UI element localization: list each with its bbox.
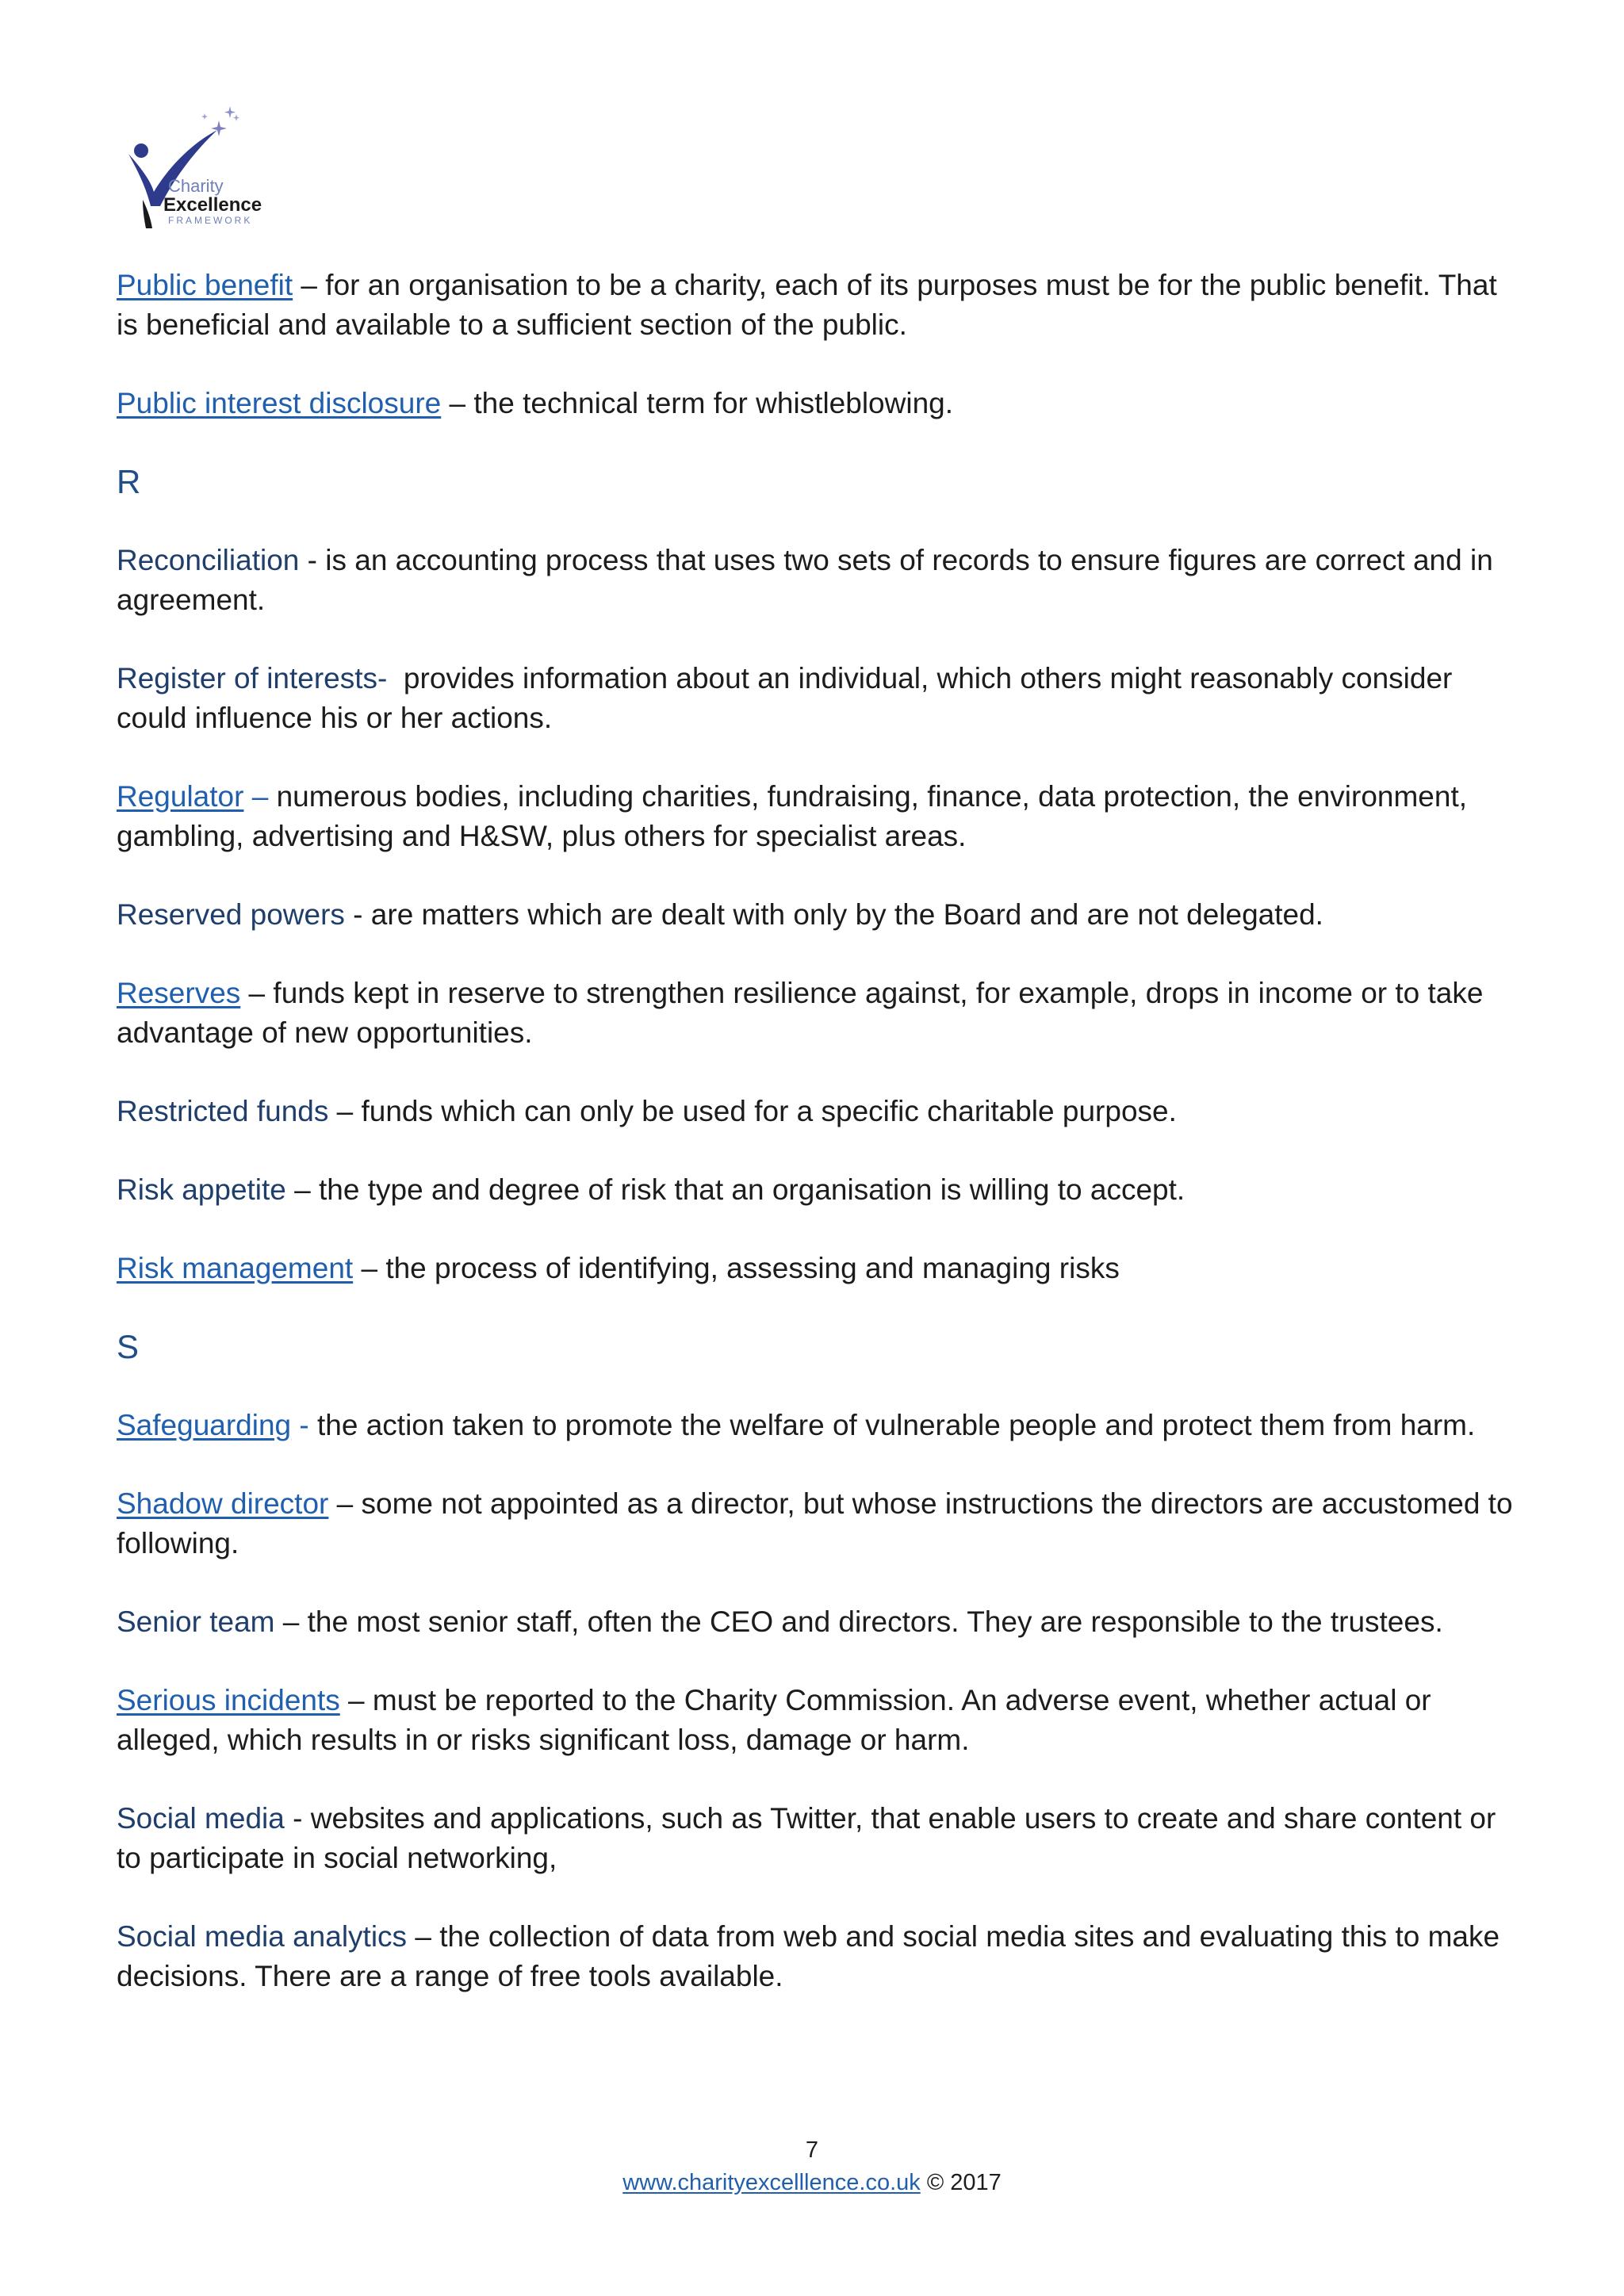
glossary-term: Risk appetite	[117, 1173, 286, 1206]
glossary-definition: the technical term for whistleblowing.	[473, 387, 954, 419]
glossary-definition: funds which can only be used for a specific charitable purpose.	[361, 1095, 1177, 1127]
glossary-entry	[117, 1170, 1520, 1210]
term-separator: –	[339, 1684, 373, 1716]
glossary-definition: is an accounting process that uses two sets of records to ensure figures are correct and in agreement.	[117, 544, 1493, 616]
term-separator: –	[293, 269, 326, 301]
glossary-definition: funds kept in reserve to strengthen resilience against, for example, drops in income or to take advantage of new opportunities.	[117, 977, 1484, 1049]
glossary-definition: websites and applications, such as Twitter, that enable users to create and share content or to participate in social networking,	[117, 1802, 1496, 1874]
glossary-term: Restricted funds	[117, 1095, 329, 1127]
glossary-definition: some not appointed as a director, but whose instructions the directors are accustomed to following.	[117, 1487, 1513, 1559]
glossary-entry	[117, 384, 1520, 423]
glossary-entry	[117, 541, 1520, 620]
term-separator: –	[441, 387, 474, 419]
term-separator: –	[328, 1487, 362, 1520]
glossary-entry	[117, 1249, 1520, 1288]
sparkle-icon	[201, 106, 239, 136]
glossary-entry	[117, 659, 1520, 738]
section-heading: R	[117, 463, 141, 500]
glossary-entry	[117, 1602, 1520, 1642]
section-heading: S	[117, 1328, 140, 1365]
term-separator: –	[285, 1173, 320, 1206]
glossary-entry	[117, 777, 1520, 856]
page-number: 7	[805, 2137, 819, 2163]
glossary-term-link[interactable]: Reserves	[117, 977, 241, 1009]
footer-credit	[0, 2170, 1624, 2196]
glossary-entry	[117, 1484, 1520, 1563]
copyright-text: © 2017	[920, 2170, 1002, 2195]
glossary-term: Register of interests	[117, 662, 378, 695]
glossary-entry	[117, 895, 1520, 935]
glossary-definition: the most senior staff, often the CEO and directors. They are responsible to the trustees.	[307, 1605, 1443, 1638]
glossary-definition: must be reported to the Charity Commission. An adverse event, whether actual or alleged, which results in or risks significant loss, damage or harm.	[117, 1684, 1431, 1756]
term-separator: –	[240, 977, 274, 1009]
glossary-definition: the collection of data from web and social media sites and evaluating this to make decisions. There are a range of free tools available.	[117, 1920, 1500, 1992]
term-separator: –	[407, 1920, 440, 1953]
svg-text:Charity: Charity	[168, 176, 224, 196]
glossary-term-link[interactable]: Risk management	[117, 1252, 354, 1284]
glossary-term: Social media	[117, 1802, 285, 1835]
glossary-entry	[117, 974, 1520, 1053]
term-separator: -	[291, 1409, 318, 1441]
glossary-definition: the type and degree of risk that an organisation is willing to accept.	[319, 1173, 1185, 1206]
glossary-definition: for an organisation to be a charity, each of its purposes must be for the public benefit. That is beneficial and available to a sufficient section of the public.	[117, 269, 1497, 341]
glossary-term: Reconciliation	[117, 544, 300, 576]
term-separator: -	[377, 662, 404, 695]
svg-text:Excellence: Excellence	[163, 194, 262, 216]
glossary-term-link[interactable]: Public interest disclosure	[117, 387, 442, 419]
glossary-term-link[interactable]: Public benefit	[117, 269, 293, 301]
charity-excellence-logo	[119, 105, 301, 239]
glossary-entry	[117, 1092, 1520, 1131]
term-separator: –	[353, 1252, 386, 1284]
glossary-entry	[117, 266, 1520, 345]
term-separator: -	[284, 1802, 311, 1835]
glossary-term: Reserved powers	[117, 898, 345, 931]
glossary-definition: provides information about an individual, which others might reasonably consider could influence his or her actions.	[117, 662, 1453, 734]
glossary-term-link[interactable]: Regulator	[117, 780, 244, 813]
term-separator: -	[299, 544, 326, 576]
glossary-entry	[117, 1681, 1520, 1760]
glossary-entry	[117, 1799, 1520, 1878]
glossary-definition: are matters which are dealt with only by the Board and are not delegated.	[370, 898, 1323, 931]
glossary-term: Senior team	[117, 1605, 275, 1638]
website-link[interactable]: www.charityexcelllence.co.uk	[622, 2170, 921, 2195]
glossary-definition: the process of identifying, assessing and managing risks	[385, 1252, 1120, 1284]
term-separator: –	[274, 1605, 308, 1638]
glossary-entry	[117, 1406, 1520, 1445]
term-separator: –	[328, 1095, 362, 1127]
glossary-term-link[interactable]: Safeguarding	[117, 1409, 292, 1441]
term-separator: -	[344, 898, 371, 931]
glossary-term: Social media analytics	[117, 1920, 408, 1953]
glossary-definition: the action taken to promote the welfare of vulnerable people and protect them from harm.	[317, 1409, 1476, 1441]
term-separator: –	[243, 780, 277, 813]
svg-text:FRAMEWORK: FRAMEWORK	[168, 215, 253, 226]
glossary-definition: numerous bodies, including charities, fundraising, finance, data protection, the environment, gambling, advertising and H&SW, plus others for specialist areas.	[117, 780, 1468, 852]
glossary-entry	[117, 1917, 1520, 1996]
glossary-term-link[interactable]: Serious incidents	[117, 1684, 340, 1716]
glossary-term-link[interactable]: Shadow director	[117, 1487, 329, 1520]
glossary-content	[117, 266, 1520, 2035]
